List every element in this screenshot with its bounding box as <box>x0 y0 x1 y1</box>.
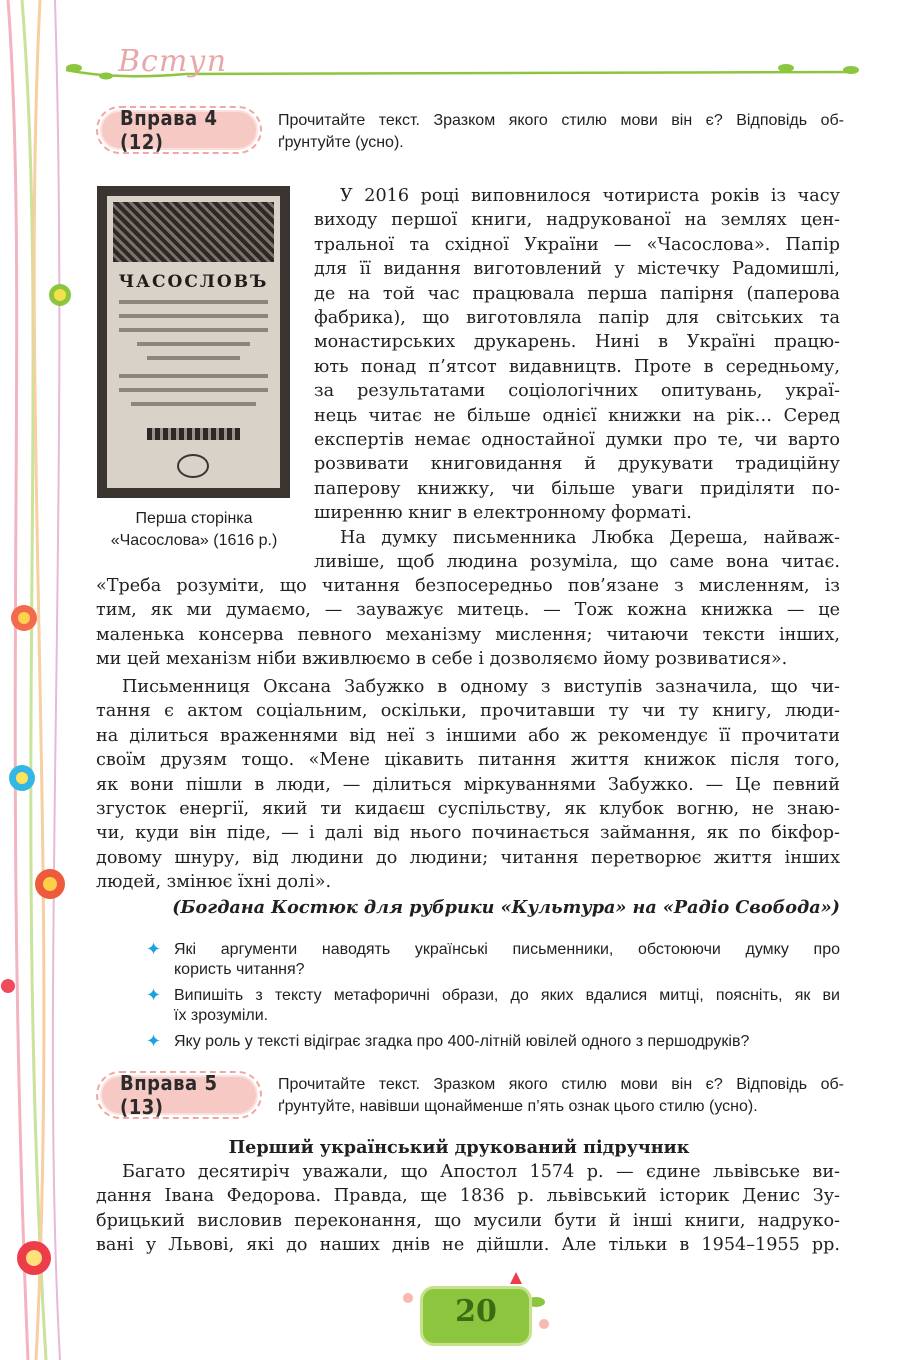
chapter-title: Вступ <box>118 44 228 79</box>
star-bullet-icon: ✦ <box>146 985 162 1005</box>
page-footer <box>400 1268 550 1358</box>
paragraph-2: «Треба розуміти, що читання безпосередньо пов’язане з мисленням, із тим, як ми думаємо, — зауважує митець. — Тож кожна книжка — це маленька консерва певного механізму мислення; читаючи тексти інших, ми цей механізм ніби вживлюємо в себе і дозволяємо йому розвиватися». <box>96 576 840 670</box>
exercise-4-badge: Вправа 4 (12) <box>100 110 258 150</box>
book-title-text: ЧАСОСЛОВЪ <box>118 272 269 292</box>
list-item: ✦ Які аргументи наводять українські письменники, обстоюючи думку про користь читання? <box>146 939 840 978</box>
caption-line: «Часослова» (1616 р.) <box>110 532 278 549</box>
chapter-header <box>66 40 866 90</box>
chasoslov-page-image <box>97 186 290 498</box>
star-bullet-icon: ✦ <box>146 939 162 959</box>
flower-icon <box>35 869 65 899</box>
flower-icon <box>49 284 71 306</box>
text-source: (Богдана Костюк для рубрики «Культура» на «Радіо Свобода») <box>172 897 840 918</box>
page-number: 20 <box>455 1294 497 1329</box>
paragraph-5: Багато десятиріч уважали, що Апостол 1574 р. — єдине львівське ви- дання Івана Федорова. Правда, ще 1836 р. львівський історик Денис Зу- брицький висловив переконання, що мусили бути й інші книги, надруко- вані у Львові, які до наших днів не дійшли. Але тільки в 1954–1955 рр. <box>96 1162 840 1256</box>
exercise-4-task <box>278 110 844 154</box>
list-item: ✦ Яку роль у тексті відіграє згадка про 400-літній ювілей одного з першодруків? <box>146 1031 750 1051</box>
flower-icon <box>11 605 37 631</box>
task-line: ґрунтуйте (усно). <box>278 134 404 151</box>
exercise-5-badge: Вправа 5 (13) <box>100 1075 258 1115</box>
paragraph-1: У 2016 році виповнилося чотириста років із часу виходу першої книги, надрукованої на землях цен- тральної та східної України — «Часослова». Папір для її видання виготовлений у містечку Радомишлі, де на той час працювала перша папірня (паперова фабрика), що виготовляла папір для світських та монастирських друкарень. Нині в Україні працю- ють понад п’ятсот видавництв. Проте в середньому, за результатами соціологічних опитувань, украї- нець читає не більше однієї книжки на рік… Серед експертів немає одностайної думки про те, чи варто розвивати книговидання й друкувати традиційну паперову книжку, чи більше уваги приділяти по- ширенню книг в електронному форматі. На думку письменника Любка Дереша, найваж- ливіше, щоб людина розуміла, що саме вона читає. <box>314 186 840 573</box>
exercise-5-task <box>278 1074 844 1118</box>
text-5-title: Перший український друкований підручник <box>228 1137 690 1158</box>
question-list <box>146 940 840 1058</box>
flower-icon <box>9 765 35 791</box>
task-line: Прочитайте текст. Зразком якого стилю мови він є? Відповідь об- <box>278 112 844 129</box>
task-line: ґрунтуйте, навівши щонайменше п’ять ознак цього стилю (усно). <box>278 1098 758 1115</box>
flower-icon <box>1 979 15 993</box>
paragraph-3: Письменниця Оксана Забужко в одному з виступів зазначила, що чи- тання є актом соціальним, оскільки, прочитавши ту чи ту книгу, люди- на ділиться враженнями від неї з іншими або ж рекомендує її прочитати своїм друзям тощо. «Мене цікавить питання життя книжок після того, як вони пішли в люди, — ділиться міркуваннями Забужко. — Це певний згусток енергії, який ти кидаєш суспільству, як клубок вогню, не знаю- чи, куди він піде, — і далі від нього починається займання, як по бікфор- довому шнуру, від людини до людини; читання перетворює життя інших людей, змінює їхні долі». <box>96 677 840 893</box>
task-line: Прочитайте текст. Зразком якого стилю мови він є? Відповідь об- <box>278 1076 844 1093</box>
flower-icon <box>17 1241 51 1275</box>
list-item: ✦ Випишіть з тексту метафоричні образи, до яких вдалися митці, поясніть, як ви їх зрозуміли. <box>146 985 840 1024</box>
image-caption <box>96 508 292 552</box>
star-bullet-icon: ✦ <box>146 1031 162 1051</box>
caption-line: Перша сторінка <box>135 510 253 527</box>
